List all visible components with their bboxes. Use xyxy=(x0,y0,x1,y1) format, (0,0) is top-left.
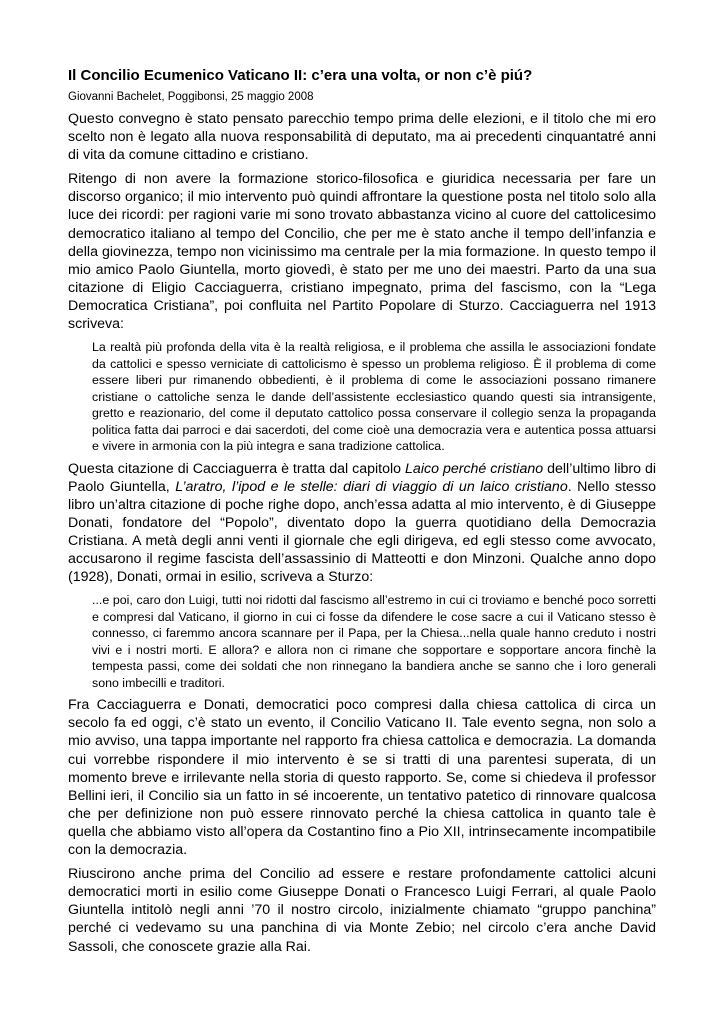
document-byline: Giovanni Bachelet, Poggibonsi, 25 maggio 2008 xyxy=(68,91,314,103)
paragraph-3 xyxy=(68,460,656,587)
quote-cacciaguerra: La realtà più profonda della vita è la realtà religiosa, e il problema che assilla le associazioni fondate da cattolici e spesso verniciate di cattolicismo è spesso un problema religioso. È il problema di come essere liberi pur rimanendo obbedienti, è il problema di come le associazioni possano rimanere cristiane o cattoliche senza le dande dell’assistente ecclesiastico quando questi sia intransigente, gretto e reazionario, del come il deputato cattolico possa conservare il collegio senza la propaganda politica fatta dai parroci e dai sacerdoti, del come cioè una democrazia vera e autentica possa attuarsi e vivere in armonia con la più integra e sana tradizione cattolica. xyxy=(92,340,656,454)
paragraph-1: Questo convegno è stato pensato parecchio tempo prima delle elezioni, e il titolo che mi ero scelto non è legato alla nuova responsabilità di deputato, ma ai precedenti cinquantatré anni di vita da comune cittadino e cristiano. xyxy=(68,111,656,164)
document-page xyxy=(68,66,656,962)
quote-donati: ...e poi, caro don Luigi, tutti noi ridotti dal fascismo all’estremo in cui ci troviamo e benché poco sorretti e compresi dal Vaticano, il giorno in cui ci fosse da difendere le cose sacre a cui il Vaticano stesso è connesso, ci faremmo ancora scannare per il Papa, per la Chiesa...nella quale hanno creduto i nostri vivi e i nostri morti. E allora? e allora non ci rimane che sopportare e sopportare ancora finchè la tempesta passi, come dei soldati che non rinnegano la bandiera anche se sanno che i loro generali sono imbecilli e traditori. xyxy=(92,593,656,690)
book-chapter-title: Laico perché cristiano xyxy=(405,460,544,477)
paragraph-3-text-a: Questa citazione di Cacciaguerra è tratta dal capitolo xyxy=(68,460,406,477)
book-title: L’aratro, l’ipod e le stelle: diari di viaggio di un laico cristiano xyxy=(175,478,568,495)
document-title: Il Concilio Ecumenico Vaticano II: c’era una volta, or non c’è piú? xyxy=(68,67,533,84)
paragraph-4: Fra Cacciaguerra e Donati, democratici poco compresi dalla chiesa cattolica di circa un secolo fa ed oggi, c’è stato un evento, il Concilio Vaticano II. Tale evento segna, non solo a mio avviso, una tappa importante nel rapporto fra chiesa cattolica e democrazia. La domanda cui vorrebbe rispondere il mio intervento è se si tratti di una parentesi superata, di un momento breve e irrilevante nella storia di questo rapporto. Se, come si chiedeva il professor Bellini ieri, il Concilio sia un fatto in sé incoerente, un tentativo patetico di rinnovare qualcosa che per definizione non può essere rinnovato perché la chiesa cattolica in quanto tale è quella che abbiamo visto all’opera da Costantino fino a Pio XII, intrinsecamente incompatibile con la democrazia. xyxy=(68,697,656,859)
paragraph-2: Ritengo di non avere la formazione storico-filosofica e giuridica necessaria per fare un discorso organico; il mio intervento può quindi affrontare la questione posta nel titolo solo alla luce dei ricordi: per ragioni varie mi sono trovato abbastanza vicino al cuore del cattolicesimo democratico italiano al tempo del Concilio, che per me è stato anche il tempo dell’infanzia e della giovinezza, tempo non vicinissimo ma centrale per la mia formazione. In questo tempo il mio amico Paolo Giuntella, morto giovedì, è stato per me uno dei maestri. Parto da una sua citazione di Eligio Cacciaguerra, cristiano impegnato, prima del fascismo, con la “Lega Democratica Cristiana”, poi confluita nel Partito Popolare di Sturzo. Cacciaguerra nel 1913 scriveva: xyxy=(68,171,656,333)
paragraph-5: Riuscirono anche prima del Concilio ad essere e restare profondamente cattolici alcuni democratici morti in esilio come Giuseppe Donati o Francesco Luigi Ferrari, al quale Paolo Giuntella intitolò negli anni ’70 il nostro circolo, inizialmente chiamato “gruppo panchina” perché ci vedevamo su una panchina di via Monte Zebio; nel circolo c’era anche David Sassoli, che conoscete grazie alla Rai. xyxy=(68,866,656,955)
paragraph-3-text-e: . Nello stesso libro un’altra citazione di poche righe dopo, anch’essa adatta al mio intervento, è di Giuseppe Donati, fondatore del “Popolo”, diventato dopo la guerra quotidiano della Democrazia Cristiana. A metà degli anni venti il giornale che egli dirigeva, ed egli stesso come avvocato, accusarono il regime fascista dell’assassinio di Matteotti e don Minzoni. Qualche anno dopo (1928), Donati, ormai in esilio, scriveva a Sturzo: xyxy=(68,478,656,586)
paragraph-3-text-c: dell’ultimo libro di Paolo Giuntella, xyxy=(68,460,657,495)
